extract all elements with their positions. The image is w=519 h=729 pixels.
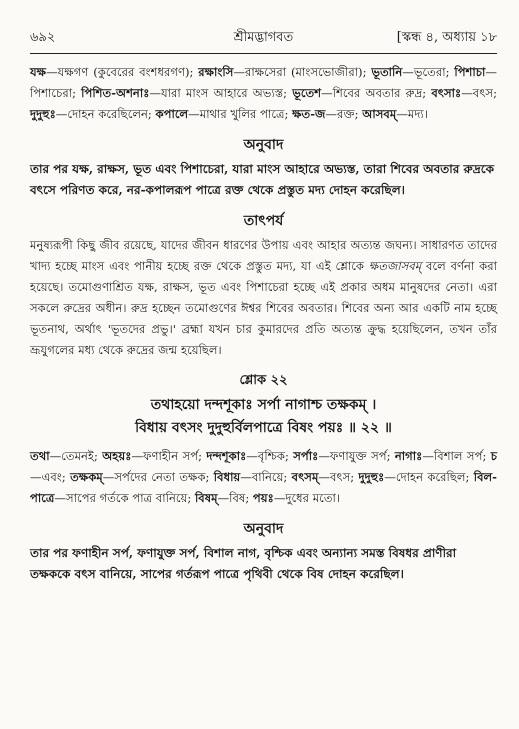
synonym-word: ক্ষত-জ	[292, 107, 326, 121]
synonym-meaning: —দুধের মতো।	[273, 491, 341, 505]
verse-line-2: বিধায় বৎসং দুদুহুর্বিলপাত্রে বিষং পয়ঃ ॥ ২২ ॥	[135, 420, 392, 436]
synonym-meaning: —এবং;	[30, 470, 71, 484]
chapter-reference: [স্কন্ধ ৪, অধ্যায় ১৮	[396, 30, 497, 45]
synonym-word: পিশাচা	[454, 65, 486, 79]
synonym-meaning: —বিষ;	[217, 491, 253, 505]
page-number: ৬৯২	[30, 30, 56, 45]
page-content	[30, 62, 497, 585]
translation-text-1: তার পর যক্ষ, রাক্ষস, ভূত এবং পিশাচেরা, যারা মাংস আহারে অভ্যস্ত, তারা শিবের অবতার রুদ্রকে বৎসে পরিণত করে, নর-কপালরূপ পাত্রে রক্ত থেকে প্রস্তুত মদ্য দোহন করেছিল।	[30, 162, 494, 197]
synonym-meaning: —দোহন করেছিলেন;	[55, 107, 156, 121]
synonym-meaning: —সাপের গর্তকে পাত্র বানিয়ে;	[54, 491, 195, 505]
synonym-meaning: —বানিয়ে;	[240, 470, 292, 484]
synonym-meaning: —যারা মাংস আহারে অভ্যস্ত;	[149, 86, 293, 100]
translation-heading-2: অনুবাদ	[243, 521, 284, 537]
synonym-word: পিশিত-অশনাঃ	[81, 86, 150, 100]
synonym-word: আসবম্	[362, 107, 397, 121]
synonym-word: দুদুহুঃ	[30, 107, 56, 121]
synonym-word: দুদুহুঃ	[358, 470, 385, 484]
verse-line-1: তথাহয়ো দন্দশূকাঃ সর্পা নাগাশ্চ তক্ষকম্ ।	[150, 397, 377, 413]
purport-sanskrit-word: ক্ষতজাসবম্	[368, 259, 422, 273]
synonym-word: চ	[490, 449, 498, 463]
synonym-word: পয়ঃ	[252, 491, 274, 505]
synonym-word: ভূতানি	[371, 65, 403, 79]
purport-heading: তাৎপর্য	[243, 213, 284, 229]
synonym-word: বৎসাঃ	[431, 86, 462, 100]
synonym-meaning: —বিশাল সর্প;	[422, 449, 491, 463]
synonym-word: কপালে	[155, 107, 189, 121]
synonym-meaning: —ফণাহীন সর্প;	[131, 449, 207, 463]
synonym-meaning: —যক্ষগণ (কুবেরের বংশধরগণ);	[46, 65, 199, 79]
synonym-meaning: —শিবের অবতার রুদ্র;	[321, 86, 432, 100]
translation-heading-1: অনুবাদ	[243, 137, 284, 153]
synonym-word: তক্ষকম্	[70, 470, 103, 484]
synonym-word: তথা	[30, 449, 50, 463]
purport-text-part-2: বলে বর্ণনা করা হয়েছে। তমোগুণাশ্রিত যক্ষ, রাক্ষস, ভূত এবং পিশাচেরা হচ্ছে এই প্রকার অধম মানুষদের নেতা। এরা সকলে রুদ্রের অধীন। রুদ্র হচ্ছেন তমোগুণের ঈশ্বর শিবের অবতার। শিবের অন্য আর একটি নাম হচ্ছে ভূতনাথ, অর্থাৎ 'ভূতদের প্রভু।' ব্রহ্মা যখন চার কুমারদের প্রতি অত্যন্ত ক্রুদ্ধ হয়েছিলেন, তখন তাঁর ভ্রূযুগলের মধ্য থেকে রুদ্রের জন্ম হয়েছিল।	[30, 259, 498, 357]
synonym-word: যক্ষ	[30, 65, 47, 79]
synonym-meaning: —বৎস;	[461, 86, 497, 100]
synonyms-paragraph-1	[30, 62, 497, 125]
synonym-meaning: —দোহন করেছিল;	[384, 470, 474, 484]
synonym-word: দন্দশূকাঃ	[206, 449, 247, 463]
translation-text-2: তার পর ফণাহীন সর্প, ফণাযুক্ত সর্প, বিশাল নাগ, বৃশ্চিক এবং অন্যান্য সমস্ত বিষধর প্রাণীরা তক্ষককে বৎস বানিয়ে, সাপের গর্তরূপ পাত্রে পৃথিবী থেকে বিষ দোহন করেছিল।	[30, 546, 457, 581]
synonym-meaning: —ফণাযুক্ত সর্প;	[318, 449, 395, 463]
synonym-meaning: —মাথার খুলির পাত্রে;	[188, 107, 293, 121]
synonym-word: বৎসম্	[291, 470, 319, 484]
synonym-word: বিধায়	[213, 470, 241, 484]
header-rule	[30, 53, 497, 54]
synonym-word: বিষম্	[194, 491, 218, 505]
synonym-word: বিল-পাত্রে	[30, 470, 497, 505]
synonym-word: নাগাঃ	[394, 449, 423, 463]
synonym-meaning: —বৃশ্চিক;	[246, 449, 294, 463]
synonym-word: সর্পাঃ	[293, 449, 319, 463]
synonym-meaning: —সর্পদের নেতা তক্ষক;	[102, 470, 214, 484]
verse-heading: শ্লোক ২২	[239, 373, 288, 388]
synonyms-paragraph-2	[30, 446, 497, 509]
synonym-word: ভূতেশ	[292, 86, 322, 100]
purport-text-part-1: মনুষ্যরূপী কিছু জীব রয়েছে, যাদের জীবন ধারণের উপায় এবং আহার অত্যন্ত জঘন্য। সাধারণত তাদের খাদ্য হচ্ছে মাংস এবং পানীয় হচ্ছে রক্ত থেকে প্রস্তুত মদ্য, যা এই শ্লোকে	[30, 238, 497, 273]
purport-text	[30, 235, 497, 361]
synonym-meaning: —ভূতেরা;	[402, 65, 455, 79]
synonym-word: রক্ষাংসি	[198, 65, 234, 79]
book-title: শ্রীমদ্ভাগবত	[233, 30, 294, 45]
synonym-meaning: —মদ্য।	[396, 107, 428, 121]
synonym-meaning: —রক্ত;	[325, 107, 363, 121]
synonym-meaning: —রাক্ষসেরা (মাংসভোজীরা);	[233, 65, 372, 79]
synonym-meaning: —পিশাচেরা;	[30, 65, 497, 100]
synonym-word: অহয়ঃ	[102, 449, 132, 463]
synonym-meaning: —তেমনই;	[49, 449, 103, 463]
synonym-meaning: —বৎস;	[318, 470, 359, 484]
page-header	[30, 28, 497, 50]
